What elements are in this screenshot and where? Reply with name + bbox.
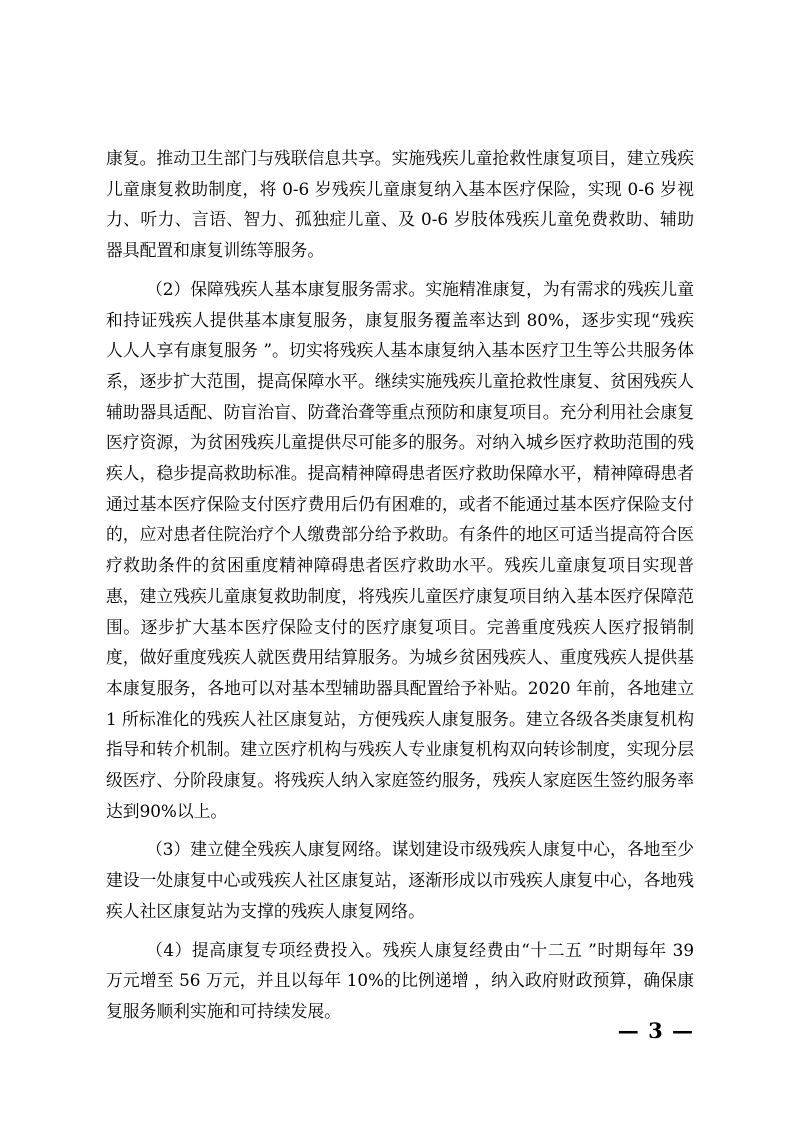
paragraph-item-2: （2）保障残疾人基本康复服务需求。实施精准康复，为有需求的残疾儿童和持证残疾人提供基本康复服务，康复服务覆盖率达到 80%，逐步实现“残疾人人人享有康复服务 ”。切实将残疾人基本康复纳入基本医疗卫生等公共服务体系，逐步扩大范围，提高保障水平。继续实施残疾儿童抢救性康复、贫困残疾人辅助器具适配、防盲治盲、防聋治聋等重点预防和康复项目。充分利用社会康复医疗资源，为贫困残疾儿童提供尽可能多的服务。对纳入城乡医疗救助范围的残疾人，稳步提高救助标准。提高精神障碍患者医疗救助保障水平，精神障碍患者通过基本医疗保险支付医疗费用后仍有困难的，或者不能通过基本医疗保险支付的，应对患者住院治疗个人缴费部分给予救助。有条件的地区可适当提高符合医疗救助条件的贫困重度精神障碍患者医疗救助水平。残疾儿童康复项目实现普惠，建立残疾儿童康复救助制度，将残疾儿童医疗康复项目纳入基本医疗保障范围。逐步扩大基本医疗保险支付的医疗康复项目。完善重度残疾人医疗报销制度，做好重度残疾人就医费用结算服务。为城乡贫困残疾人、重度残疾人提供基本康复服务，各地可以对基本型辅助器具配置给予补贴。2020 年前，各地建立 1 所标准化的残疾人社区康复站，方便残疾人康复服务。建立各级各类康复机构指导和转介机制。建立医疗机构与残疾人专业康复机构双向转诊制度，实现分层级医疗、分阶段康复。将残疾人纳入家庭签约服务，残疾人家庭医生签约服务率达到90%以上。 xyxy=(106,278,694,821)
paragraph-continuation: 康复。推动卫生部门与残联信息共享。实施残疾儿童抢救性康复项目，建立残疾儿童康复救助制度，将 0-6 岁残疾儿童康复纳入基本医疗保险，实现 0-6 岁视力、听力、言语、智力、孤独症儿童、及 0-6 岁肢体残疾儿童免费救助、辅助器具配置和康复训练等服务。 xyxy=(106,148,694,261)
document-body xyxy=(106,143,694,1027)
paragraph-item-4: （4）提高康复专项经费投入。残疾人康复经费由“十二五 ”时期每年 39 万元增至 56 万元，并且以每年 10%的比例递增 ，纳入政府财政预算，确保康复服务顺利实施和可持续发展。 xyxy=(106,939,694,1021)
page-number: — 3 — xyxy=(617,1018,694,1043)
paragraph-item-3: （3）建立健全残疾人康复网络。谋划建设市级残疾人康复中心，各地至少建设一处康复中心或残疾人社区康复站，逐渐形成以市残疾人康复中心，各地残疾人社区康复站为支撑的残疾人康复网络。 xyxy=(106,839,694,921)
